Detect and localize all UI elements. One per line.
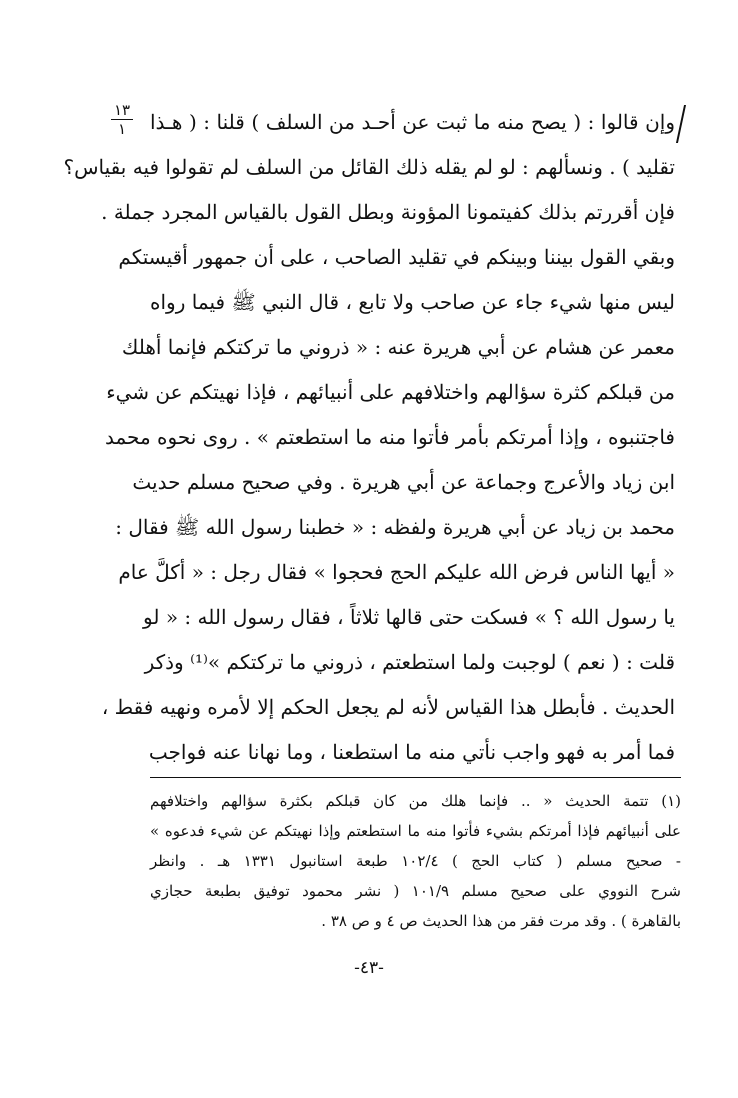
section-start-marker <box>676 105 686 143</box>
text-line: وإن قالوا : ( يصح منه ما ثبت عن أحـد من السلف ) قلنا : ( هـذا <box>150 110 675 134</box>
text-line: قلت : ( نعم ) لوجبت ولما استطعتم ، ذروني ما تركتكم »⁽¹⁾ وذكر <box>144 650 675 674</box>
text-line: ابن زياد والأعرج وجماعة عن أبي هريرة . وفي صحيح مسلم حديث <box>132 470 675 494</box>
text-line: تقليد ) . ونسألهم : لو لم يقله ذلك القائل من السلف لم تقولوا فيه بقياس؟ <box>63 155 675 179</box>
footnote-line: شرح النووي على صحيح مسلم ١٠١/٩ ( نشر محمود توفيق بطبعة حجازي <box>150 882 681 900</box>
text-line: محمد بن زياد عن أبي هريرة ولفظه : « خطبنا رسول الله ﷺ فقال : <box>115 515 675 539</box>
text-line: الحديث . فأبطل هذا القياس لأنه لم يجعل الحكم إلا لأمره ونهيه فقط ، <box>101 695 675 719</box>
footnote-line: على أنبيائهم فإذا أمرتكم بشيء فأتوا منه ما استطعتم وإذا نهيتكم عن شيء فدعوه » <box>150 822 681 840</box>
footnote-line: - صحيح مسلم ( كتاب الحج ) ١٠٢/٤ طبعة استانبول ١٣٣١ هـ . وانظر <box>150 852 682 870</box>
footnote-divider <box>150 777 681 778</box>
margin-reference-bottom: ١ <box>117 120 127 138</box>
text-line: « أيها الناس فرض الله عليكم الحج فحجوا » فقال رجل : « أكلَّ عام <box>118 560 675 584</box>
text-line: ليس منها شيء جاء عن صاحب ولا تابع ، قال النبي ﷺ فيما رواه <box>150 290 675 314</box>
margin-reference <box>108 102 136 137</box>
text-line: يا رسول الله ؟ » فسكت حتى قالها ثلاثاً ، فقال رسول الله : « لو <box>143 605 675 629</box>
footnote-line: (١) تتمة الحديث « .. فإنما هلك من كان قبلكم بكثرة سؤالهم واختلافهم <box>150 792 681 810</box>
footnotes <box>150 786 681 936</box>
text-line: معمر عن هشام عن أبي هريرة عنه : « ذروني ما تركتكم فإنما أهلك <box>121 335 675 359</box>
page-number: -٤٣- <box>354 958 384 978</box>
text-line: من قبلكم كثرة سؤالهم واختلافهم على أنبيائهم ، فإذا نهيتكم عن شيء <box>106 380 675 404</box>
text-line: وبقي القول بيننا وبينكم في تقليد الصاحب ، على أن جمهور أقيستكم <box>118 245 675 269</box>
margin-reference-top: ١٣ <box>113 101 131 119</box>
footnote-line: بالقاهرة ) . وقد مرت فقر من هذا الحديث ص ٤ و ص ٣٨ . <box>321 912 681 930</box>
text-line: فما أمر به فهو واجب نأتي منه ما استطعنا ، وما نهانا عنه فواجب <box>148 740 675 764</box>
text-line: فإن أقررتم بذلك كفيتمونا المؤونة وبطل القول بالقياس المجرد جملة . <box>101 200 675 224</box>
text-line: فاجتنبوه ، وإذا أمرتكم بأمر فأتوا منه ما استطعتم » . روى نحوه محمد <box>104 425 675 449</box>
